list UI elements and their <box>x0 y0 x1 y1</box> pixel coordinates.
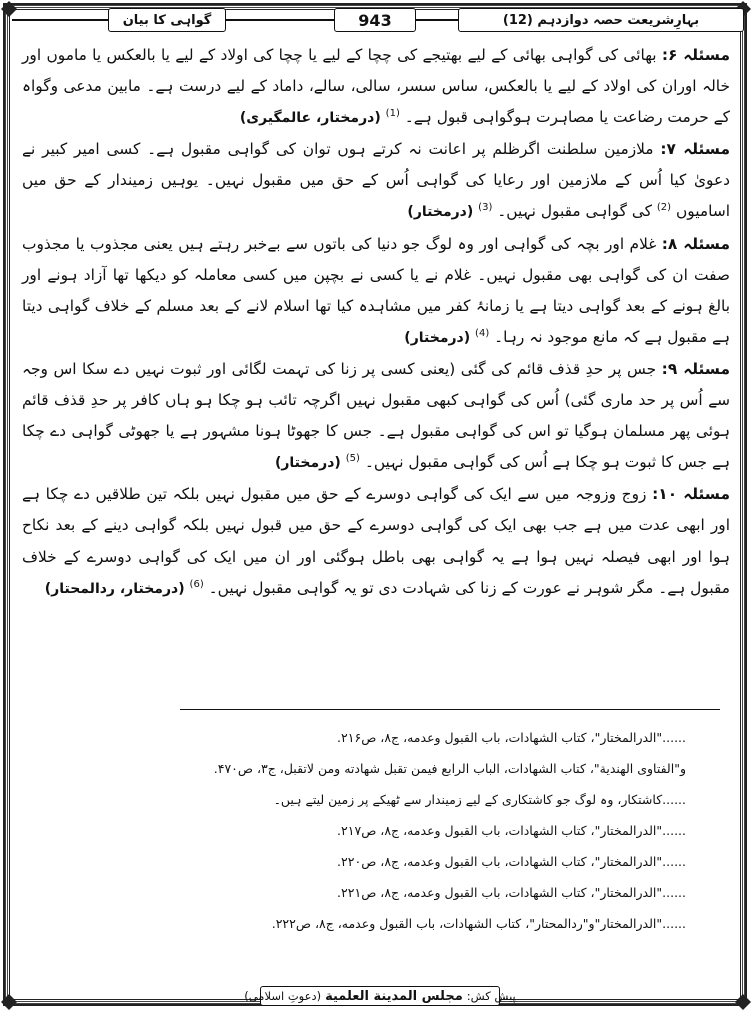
masala-6 <box>22 40 730 134</box>
masala-text: کی گواہی مقبول نہیں۔ <box>497 202 652 221</box>
footnote: ......"الدرالمختار"، كتاب الشهادات، باب القبول وعدمه، ج۸، ص۲۲۰. <box>337 854 686 869</box>
masala-label: مسئلہ ۸: <box>661 234 730 253</box>
masala-source: (درمختار) <box>404 329 471 346</box>
masala-text: زوج وزوجہ میں سے ایک کی گواہی دوسرے کے حق میں مقبول نہیں بلکہ تین طلاقیں دے چکا ہے اور ابھی عدت میں ہے جب بھی ایک کی گواہی دوسرے کے حق میں قبول نہیں بلکہ گواہی دینے کے بعد نکاح ہوا اور ابھی فیصلہ نہیں ہوا ہے یہ گواہی بھی باطل ہوگئی اور ان میں ایک کی گواہی دوسرے کے خلاف مقبول ہے۔ مگر شوہر نے عورت کے زنا کی شہادت دی تو یہ گواہی مقبول نہیں۔ <box>22 485 730 597</box>
footnote: ......"الدرالمختار"، كتاب الشهادات، باب القبول وعدمه، ج۸، ص۲۱۷. <box>337 823 686 838</box>
footnote-ref: (4) <box>475 327 490 339</box>
chapter-title: گواہی کا بیان <box>108 8 226 32</box>
footnotes <box>30 722 686 939</box>
footnote: ......"الدرالمختار"و"ردالمحتار"، كتاب الشهادات، باب القبول وعدمه، ج۸، ص۲۲۲. <box>271 916 686 931</box>
footnote: و"الفتاوى الهندية"، كتاب الشهادات، الباب الرابع فيمن تقبل شهادته ومن لاتقبل، ج۳، ص۴۷۰. <box>213 761 686 776</box>
masala-9 <box>22 354 730 479</box>
footnote-separator <box>180 709 720 710</box>
masala-7 <box>22 134 730 228</box>
footnote-ref: (2) <box>656 202 672 214</box>
footer-publisher: مجلس المدينة العلمية <box>325 988 463 1004</box>
masala-10 <box>22 479 730 604</box>
masala-source: (درمختار) <box>407 204 474 221</box>
masala-source: (درمختار، ردالمحتار) <box>44 580 185 597</box>
header-rule <box>12 19 108 21</box>
page-number: 943 <box>334 8 416 32</box>
header-rule <box>226 19 334 21</box>
footnote-ref: (1) <box>385 108 400 120</box>
masala-8 <box>22 229 730 354</box>
main-text <box>22 40 730 605</box>
masala-label: مسئلہ ۱۰: <box>652 485 730 504</box>
masala-text: ملازمین سلطنت اگرظلم پر اعانت نہ کرتے ہوں توان کی گواہی مقبول ہے۔ کسی امیر کبیر نے دعویٰ کیا اُس کے ملازمین اور رعایا کی گواہی اُس کے حق میں مقبول نہیں۔ یوہیں زمیندار کے حق میں اسامیوں <box>22 140 730 221</box>
footer-prefix: پیش کش: <box>466 989 516 1003</box>
masala-text: بھائی کی گواہی بھائی کے لیے بھتیجے کی چچا کے لیے یا چچا کی اولاد کے لیے یا بالعکس یا ماموں اور خالہ اوران کی اولاد کے لیے یا بالعکس، ساس سسر، سالی، سالے، داماد کے لیے درست ہے۔ مابین مدعی وگواہ کے حرمت رضاعت یا مصاہرت ہوگواہی قبول ہے۔ <box>22 46 730 127</box>
footnote: ......کاشتکار، وہ لوگ جو کاشتکاری کے لیے زمیندار سے ٹھیکے پر زمین لیتے ہیں۔ <box>273 792 686 807</box>
book-title: بہارِشریعت حصہ دوازدہم (12) <box>458 8 744 32</box>
masala-text: جس پر حدِ قذف قائم کی گئی (یعنی کسی پر زنا کی تہمت لگائی اور ثبوت نہیں دے سکا اس وجہ سے اُس پر حد ماری گئی) اُس کی گواہی کبھی مقبول نہیں اگرچہ تائب ہو چکا ہو ہاں کافر پر حدِ قذف قائم ہوئی پھر مسلمان ہوگیا تو اس کی گواہی مقبول ہے۔ جس کا جھوٹا ہونا مشہور ہے یا جھوٹی گواہی دے چکا ہے جس کا ثبوت ہو چکا ہے اُس کی گواہی مقبول نہیں۔ <box>22 359 730 472</box>
footnote-ref: (6) <box>189 578 204 590</box>
page-header <box>12 8 740 34</box>
header-rule <box>416 19 458 21</box>
footnote-ref: (3) <box>478 202 493 214</box>
footnote: ......"الدرالمختار"، كتاب الشهادات، باب القبول وعدمه، ج۸، ص۲۱۶. <box>337 730 686 745</box>
footnote: ......"الدرالمختار"، كتاب الشهادات، باب القبول وعدمه، ج۸، ص۲۲۱. <box>337 885 686 900</box>
masala-source: (درمختار) <box>274 455 341 472</box>
footnote-ref: (5) <box>345 453 360 465</box>
masala-label: مسئلہ ۶: <box>661 46 730 64</box>
masala-label: مسئلہ ۹: <box>661 359 730 378</box>
page-footer <box>244 986 516 1006</box>
masala-label: مسئلہ ۷: <box>660 140 730 159</box>
masala-source: (درمختار، عالمگیری) <box>239 110 381 127</box>
masala-text: غلام اور بچہ کی گواہی اور وہ لوگ جو دنیا کی باتوں سے بےخبر رہتے ہیں یعنی مجذوب یا مجذوب صفت ان کی گواہی بھی مقبول نہیں۔ غلام نے یا کسی نے بچپن میں کسی معاملہ کو دیکھا تھا آزاد ہونے اور بالغ ہونے کے بعد گواہی دیتا ہے یا زمانۂ کفر میں مشاہدہ کیا تھا اسلام لانے کے بعد مسلم کے خلاف گواہی دیتا ہے مقبول ہے کہ مانع موجود نہ رہا۔ <box>22 234 730 346</box>
footer-suffix: (دعوتِ اسلامی) <box>244 989 322 1003</box>
